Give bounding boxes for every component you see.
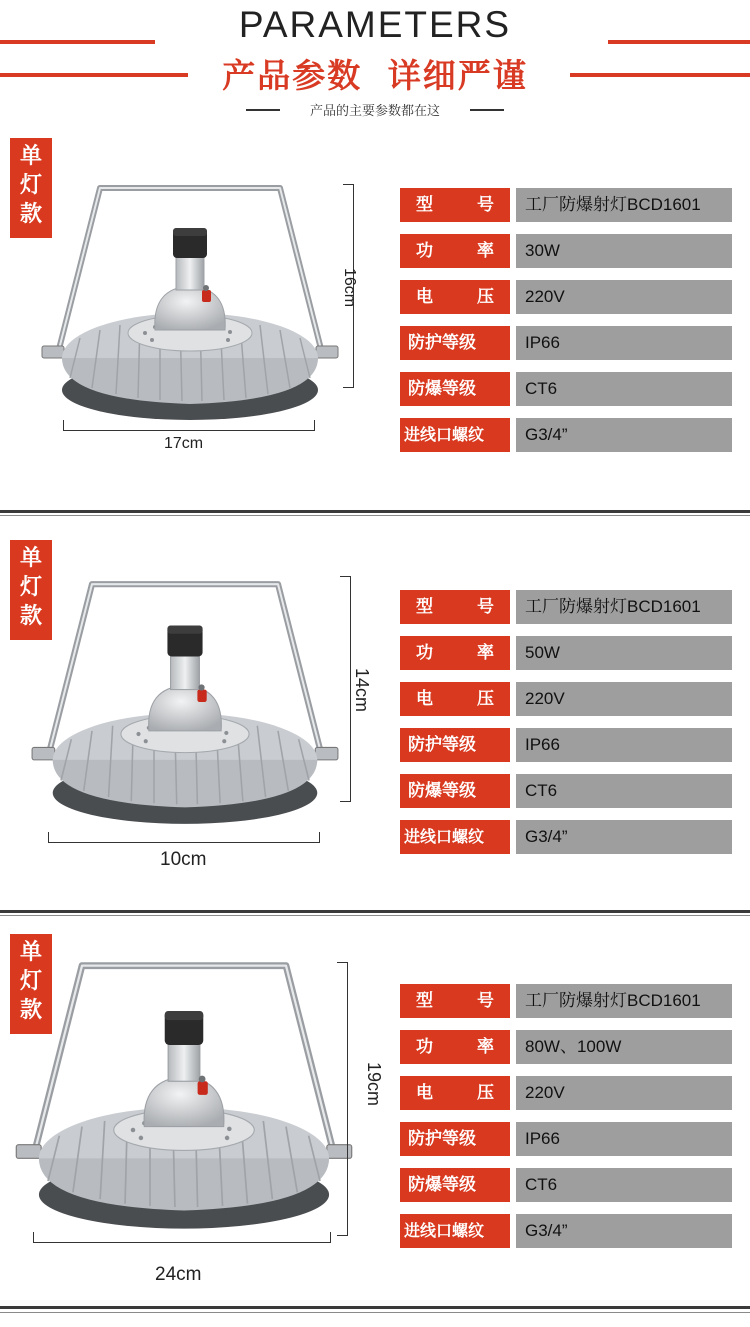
spec-value: CT6 [516, 1168, 732, 1202]
spec-value: IP66 [516, 326, 732, 360]
spec-key [400, 1076, 510, 1110]
spec-key-char: 号 [477, 195, 494, 215]
spec-value: 工厂防爆射灯BCD1601 [516, 590, 732, 624]
spec-key-char: 率 [477, 1037, 494, 1057]
height-label: 16cm [341, 268, 358, 308]
spec-value: IP66 [516, 728, 732, 762]
spec-key: 防护等级 [400, 326, 510, 360]
spec-key: 进线口螺纹 [400, 1214, 510, 1248]
width-label: 10cm [160, 849, 207, 870]
spec-key-char: 率 [477, 643, 494, 663]
height-label: 19cm [364, 1062, 384, 1107]
spec-value: CT6 [516, 372, 732, 406]
product-section-2 [0, 530, 750, 925]
width-label: 17cm [164, 435, 204, 452]
spec-key-char: 型 [416, 597, 433, 617]
spec-key: 防爆等级 [400, 1168, 510, 1202]
page-title: PARAMETERS [238, 4, 512, 45]
spec-key-char: 压 [477, 1083, 494, 1103]
spec-value: CT6 [516, 774, 732, 808]
spec-key-char: 电 [416, 689, 433, 709]
variant-badge: 单 灯 款 [10, 138, 52, 238]
note-line-right [470, 109, 504, 111]
spec-key [400, 590, 510, 624]
subtitle-right: 详细严谨 [387, 56, 528, 95]
section-divider-thin [0, 915, 750, 916]
variant-badge: 单 灯 款 [10, 540, 52, 640]
spec-key [400, 188, 510, 222]
spec-key: 进线口螺纹 [400, 820, 510, 854]
spec-value: 220V [516, 682, 732, 716]
spec-key-char: 电 [416, 1083, 433, 1103]
section-divider [0, 910, 750, 913]
spec-value: 50W [516, 636, 732, 670]
height-label: 14cm [352, 668, 372, 713]
spec-key [400, 636, 510, 670]
spec-key [400, 682, 510, 716]
section-divider [0, 510, 750, 513]
spec-key-char: 型 [416, 195, 433, 215]
lamp-image [30, 572, 340, 834]
product-section-3 [0, 924, 750, 1319]
spec-key-char: 号 [477, 991, 494, 1011]
section-divider-thin [0, 515, 750, 516]
spec-value: 220V [516, 1076, 732, 1110]
spec-value: G3/4” [516, 1214, 732, 1248]
product-section-1 [0, 128, 750, 523]
spec-key-char: 率 [477, 241, 494, 261]
spec-key [400, 984, 510, 1018]
spec-key: 进线口螺纹 [400, 418, 510, 452]
spec-key-char: 电 [416, 287, 433, 307]
spec-key-char: 功 [416, 1037, 433, 1057]
width-dimension-line [48, 832, 320, 843]
spec-key-char: 压 [477, 689, 494, 709]
spec-value: 220V [516, 280, 732, 314]
spec-key-char: 号 [477, 597, 494, 617]
height-dimension-line [340, 576, 351, 802]
section-divider-thin [0, 1312, 750, 1313]
variant-badge: 单 灯 款 [10, 934, 52, 1034]
width-label: 24cm [155, 1264, 202, 1285]
spec-key [400, 280, 510, 314]
spec-value: 工厂防爆射灯BCD1601 [516, 984, 732, 1018]
spec-key: 防护等级 [400, 1122, 510, 1156]
spec-value: 工厂防爆射灯BCD1601 [516, 188, 732, 222]
section-divider [0, 1306, 750, 1309]
spec-key [400, 234, 510, 268]
spec-key-char: 功 [416, 643, 433, 663]
spec-value: 80W、100W [516, 1030, 732, 1064]
spec-key-char: 型 [416, 991, 433, 1011]
lamp-image [14, 952, 354, 1240]
spec-key-char: 功 [416, 241, 433, 261]
width-dimension-line [33, 1232, 331, 1243]
width-dimension-line [63, 420, 315, 431]
spec-key-char: 压 [477, 287, 494, 307]
spec-value: 30W [516, 234, 732, 268]
subtitle-left: 产品参数 [222, 56, 363, 95]
page-subtitle [0, 50, 750, 97]
spec-key: 防爆等级 [400, 372, 510, 406]
spec-key [400, 1030, 510, 1064]
spec-value: IP66 [516, 1122, 732, 1156]
spec-value: G3/4” [516, 418, 732, 452]
header-note: 产品的主要参数都在这 [309, 104, 440, 119]
spec-key: 防爆等级 [400, 774, 510, 808]
lamp-image [40, 178, 340, 428]
spec-value: G3/4” [516, 820, 732, 854]
spec-key: 防护等级 [400, 728, 510, 762]
height-dimension-line [337, 962, 348, 1236]
